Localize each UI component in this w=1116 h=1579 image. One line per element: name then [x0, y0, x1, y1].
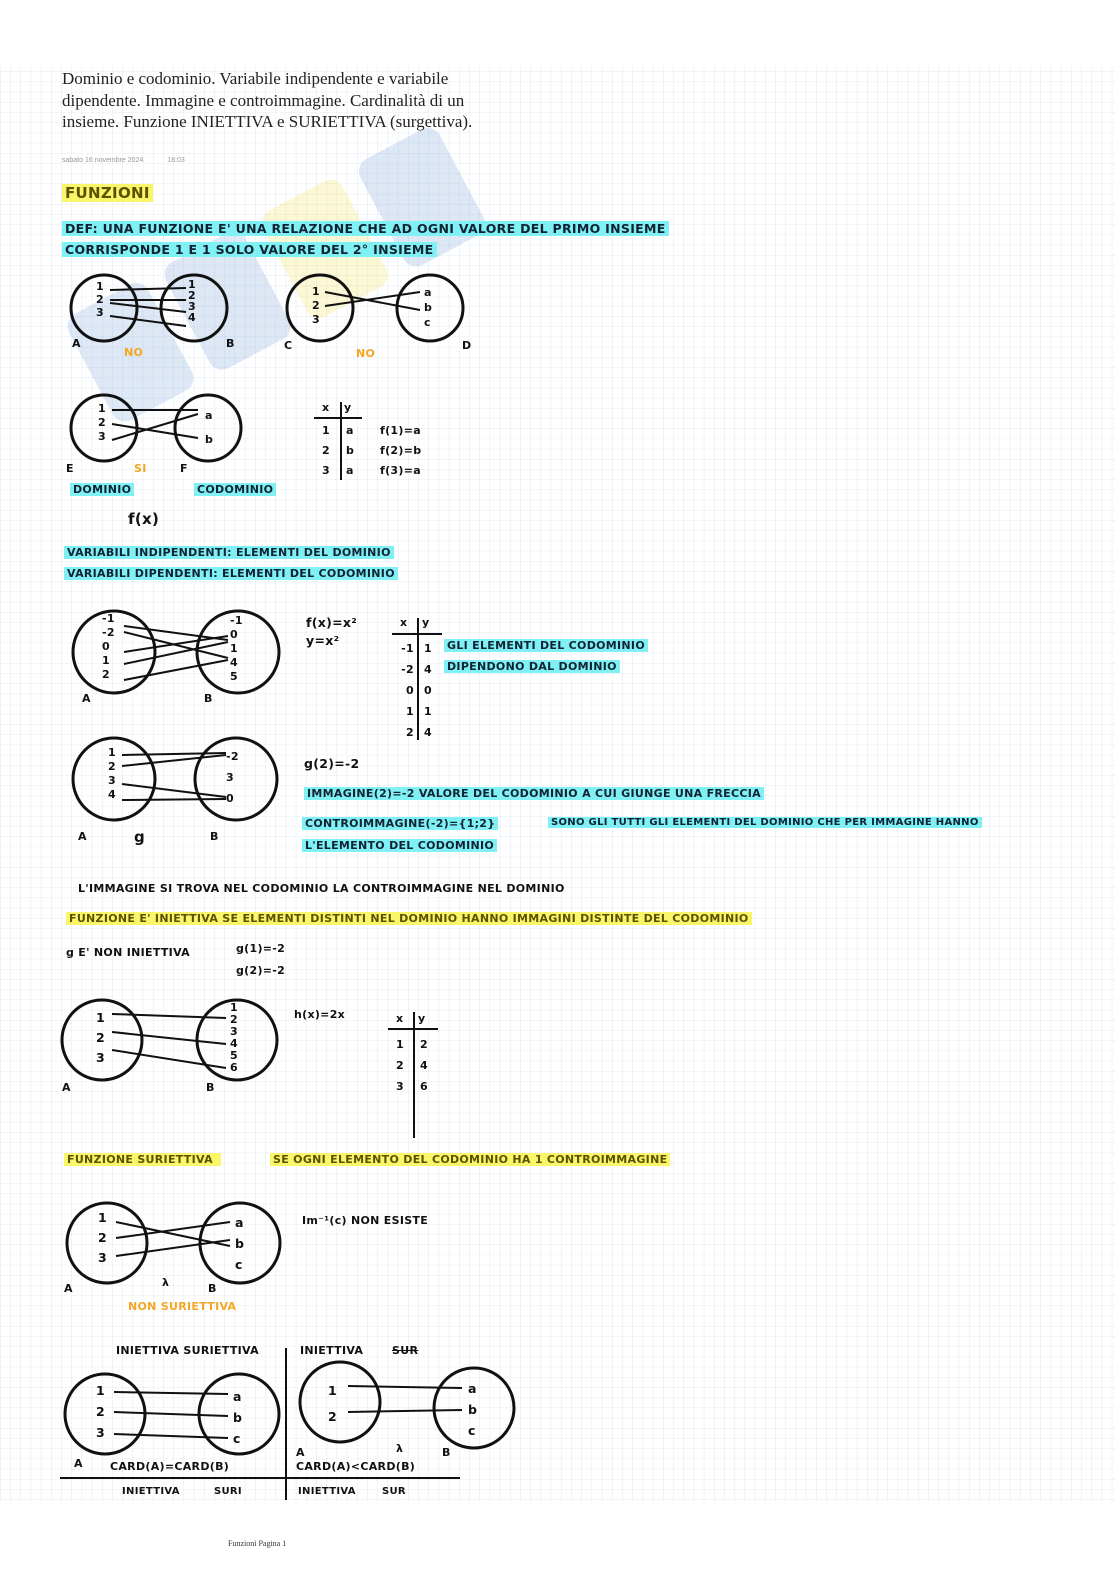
g-non-iniettiva: g E' NON INIETTIVA — [66, 946, 190, 959]
d7-left-values: 1 2 3 — [98, 1210, 107, 1265]
d9-set-a: A — [296, 1446, 305, 1459]
d5-right-values: -2 3 0 — [226, 750, 239, 805]
table-1-equations: f(1)=a f(2)=b f(3)=a — [380, 424, 422, 477]
d6-left-values: 1 2 3 — [96, 1010, 105, 1065]
hx-equation: h(x)=2x — [294, 1008, 346, 1021]
table-1-col-y: a b a — [346, 424, 355, 477]
suriettiva-def-a: FUNZIONE SURIETTIVA — [64, 1153, 221, 1166]
codominio-label: CODOMINIO — [194, 483, 276, 496]
table-3-header-x: x — [396, 1012, 404, 1025]
controimmagine-def: CONTROIMMAGINE(-2)={1;2} — [302, 817, 498, 830]
d6-set-b: B — [206, 1081, 215, 1094]
foot-right-b: SUR — [382, 1486, 406, 1497]
section-heading: FUNZIONI — [62, 184, 153, 202]
table-3-col-x: 1 2 3 — [396, 1038, 404, 1093]
d1-right-values: 1 2 3 4 — [188, 278, 196, 324]
d4-set-a: A — [82, 692, 91, 705]
d3-set-f: F — [180, 462, 188, 475]
d4-set-b: B — [204, 692, 213, 705]
foot-left-b: SURI — [214, 1486, 242, 1497]
foot-left-a: INIETTIVA — [122, 1486, 180, 1497]
page-title: Dominio e codominio. Variabile indipendente e variabile dipendente. Immagine e controimmagine. Cardinalità di un insieme. Funzione INIETTIVA e SURIETTIVA (surgettiva). — [62, 69, 473, 131]
comparison-box-lines — [60, 1348, 460, 1500]
g2-equation: g(2)=-2 — [304, 756, 360, 771]
box-head-left: INIETTIVA SURIETTIVA — [116, 1344, 259, 1357]
d2-right-values: a b c — [424, 286, 433, 329]
d1-left-values: 1 2 3 — [96, 280, 104, 319]
d1-verdict: NO — [124, 346, 144, 359]
table-1-col-x: 1 2 3 — [322, 424, 330, 477]
iniettiva-def: FUNZIONE E' INIETTIVA SE ELEMENTI DISTINTI NEL DOMINIO HANNO IMMAGINI DISTINTE DEL CODOMINIO — [66, 912, 752, 925]
d8-right-values: a b c — [233, 1389, 243, 1446]
d3-left-values: 1 2 3 — [98, 402, 106, 443]
table-1-header-x: x — [322, 401, 330, 414]
controimmagine-note-2: L'ELEMENTO DEL CODOMINIO — [302, 839, 497, 852]
immagine-trova-note: L'IMMAGINE SI TROVA NEL CODOMINIO LA CONTROIMMAGINE NEL DOMINIO — [78, 882, 565, 895]
d5-left-values: 1 2 3 4 — [108, 746, 116, 801]
d9-set-b: B — [442, 1446, 451, 1459]
fx-squared: f(x)=x² y=x² — [306, 615, 358, 648]
card-less: CARD(A)<CARD(B) — [296, 1460, 416, 1473]
card-equal: CARD(A)=CARD(B) — [110, 1460, 230, 1473]
table-2-col-y: 1 4 0 1 4 — [424, 642, 432, 739]
d2-set-c: C — [284, 339, 293, 352]
d3-verdict: SI — [134, 462, 147, 475]
diagram-e-f — [71, 395, 241, 461]
controimmagine-note: SONO GLI TUTTI GLI ELEMENTI DEL DOMINIO CHE PER IMMAGINE HANNO — [548, 817, 982, 828]
d9-func-lambda: λ — [396, 1442, 404, 1455]
suriettiva-def-b: SE OGNI ELEMENTO DEL CODOMINIO HA 1 CONTROIMMAGINE — [270, 1153, 670, 1166]
page-footer: Funzioni Pagina 1 — [228, 1539, 287, 1548]
table-3-col-y: 2 4 6 — [420, 1038, 428, 1093]
diagram-a-b-1 — [71, 275, 227, 341]
d4-right-values: -1 0 1 4 5 — [230, 614, 243, 683]
d3-right-values: a b — [205, 409, 214, 446]
box-head-right-b: SUR — [392, 1344, 419, 1357]
page-date: sabato 16 novembre 2024 — [62, 157, 144, 164]
note-codominio-1: GLI ELEMENTI DEL CODOMINIO — [444, 639, 648, 652]
var-dipendenti: VARIABILI DIPENDENTI: ELEMENTI DEL CODOMINIO — [64, 567, 398, 580]
d1-set-b: B — [226, 337, 235, 350]
d4-left-values: -1 -2 0 1 2 — [102, 612, 115, 681]
page-time: 18:03 — [167, 157, 185, 164]
d5-func-g: g — [134, 828, 146, 846]
d9-right-values: a b c — [468, 1381, 478, 1438]
note-codominio-2: DIPENDONO DAL DOMINIO — [444, 660, 620, 673]
d5-set-a: A — [78, 830, 87, 843]
d8-set-a: A — [74, 1457, 83, 1470]
d7-right-values: a b c — [235, 1215, 245, 1272]
table-1-header-y: y — [344, 401, 352, 414]
table-2-header-y: y — [422, 616, 430, 629]
box-head-right-a: INIETTIVA — [300, 1344, 364, 1357]
dominio-label: DOMINIO — [70, 483, 134, 496]
d7-func-lambda: λ — [162, 1276, 170, 1289]
definition-line-1: DEF: UNA FUNZIONE E' UNA RELAZIONE CHE AD OGNI VALORE DEL PRIMO INSIEME — [62, 221, 669, 236]
diagram-h — [62, 1000, 277, 1080]
d2-verdict: NO — [356, 347, 376, 360]
d7-set-a: A — [64, 1282, 73, 1295]
d6-set-a: A — [62, 1081, 71, 1094]
d2-left-values: 1 2 3 — [312, 285, 320, 326]
g-equations: g(1)=-2 g(2)=-2 — [236, 942, 286, 977]
d1-set-a: A — [72, 337, 81, 350]
definition-line-2: CORRISPONDE 1 E 1 SOLO VALORE DEL 2° INSIEME — [62, 242, 437, 257]
immagine-def: IMMAGINE(2)=-2 VALORE DEL CODOMINIO A CUI GIUNGE UNA FRECCIA — [304, 787, 764, 800]
d2-set-d: D — [462, 339, 472, 352]
d3-set-e: E — [66, 462, 74, 475]
d5-set-b: B — [210, 830, 219, 843]
d7-set-b: B — [208, 1282, 217, 1295]
foot-right-a: INIETTIVA — [298, 1486, 356, 1497]
d9-left-values: 1 2 — [328, 1383, 337, 1424]
diagram-g — [73, 738, 277, 820]
table-2-col-x: -1 -2 0 1 2 — [401, 642, 414, 739]
fx-label: f(x) — [128, 510, 160, 528]
non-suriettiva-label: NON SURIETTIVA — [128, 1300, 237, 1313]
table-2-header-x: x — [400, 616, 408, 629]
im-inverse-note: Im⁻¹(c) NON ESISTE — [302, 1214, 429, 1227]
d6-right-values: 1 2 3 4 5 6 — [230, 1001, 238, 1074]
var-indipendenti: VARIABILI INDIPENDENTI: ELEMENTI DEL DOMINIO — [64, 546, 394, 559]
d8-left-values: 1 2 3 — [96, 1383, 105, 1440]
table-3-header-y: y — [418, 1012, 426, 1025]
